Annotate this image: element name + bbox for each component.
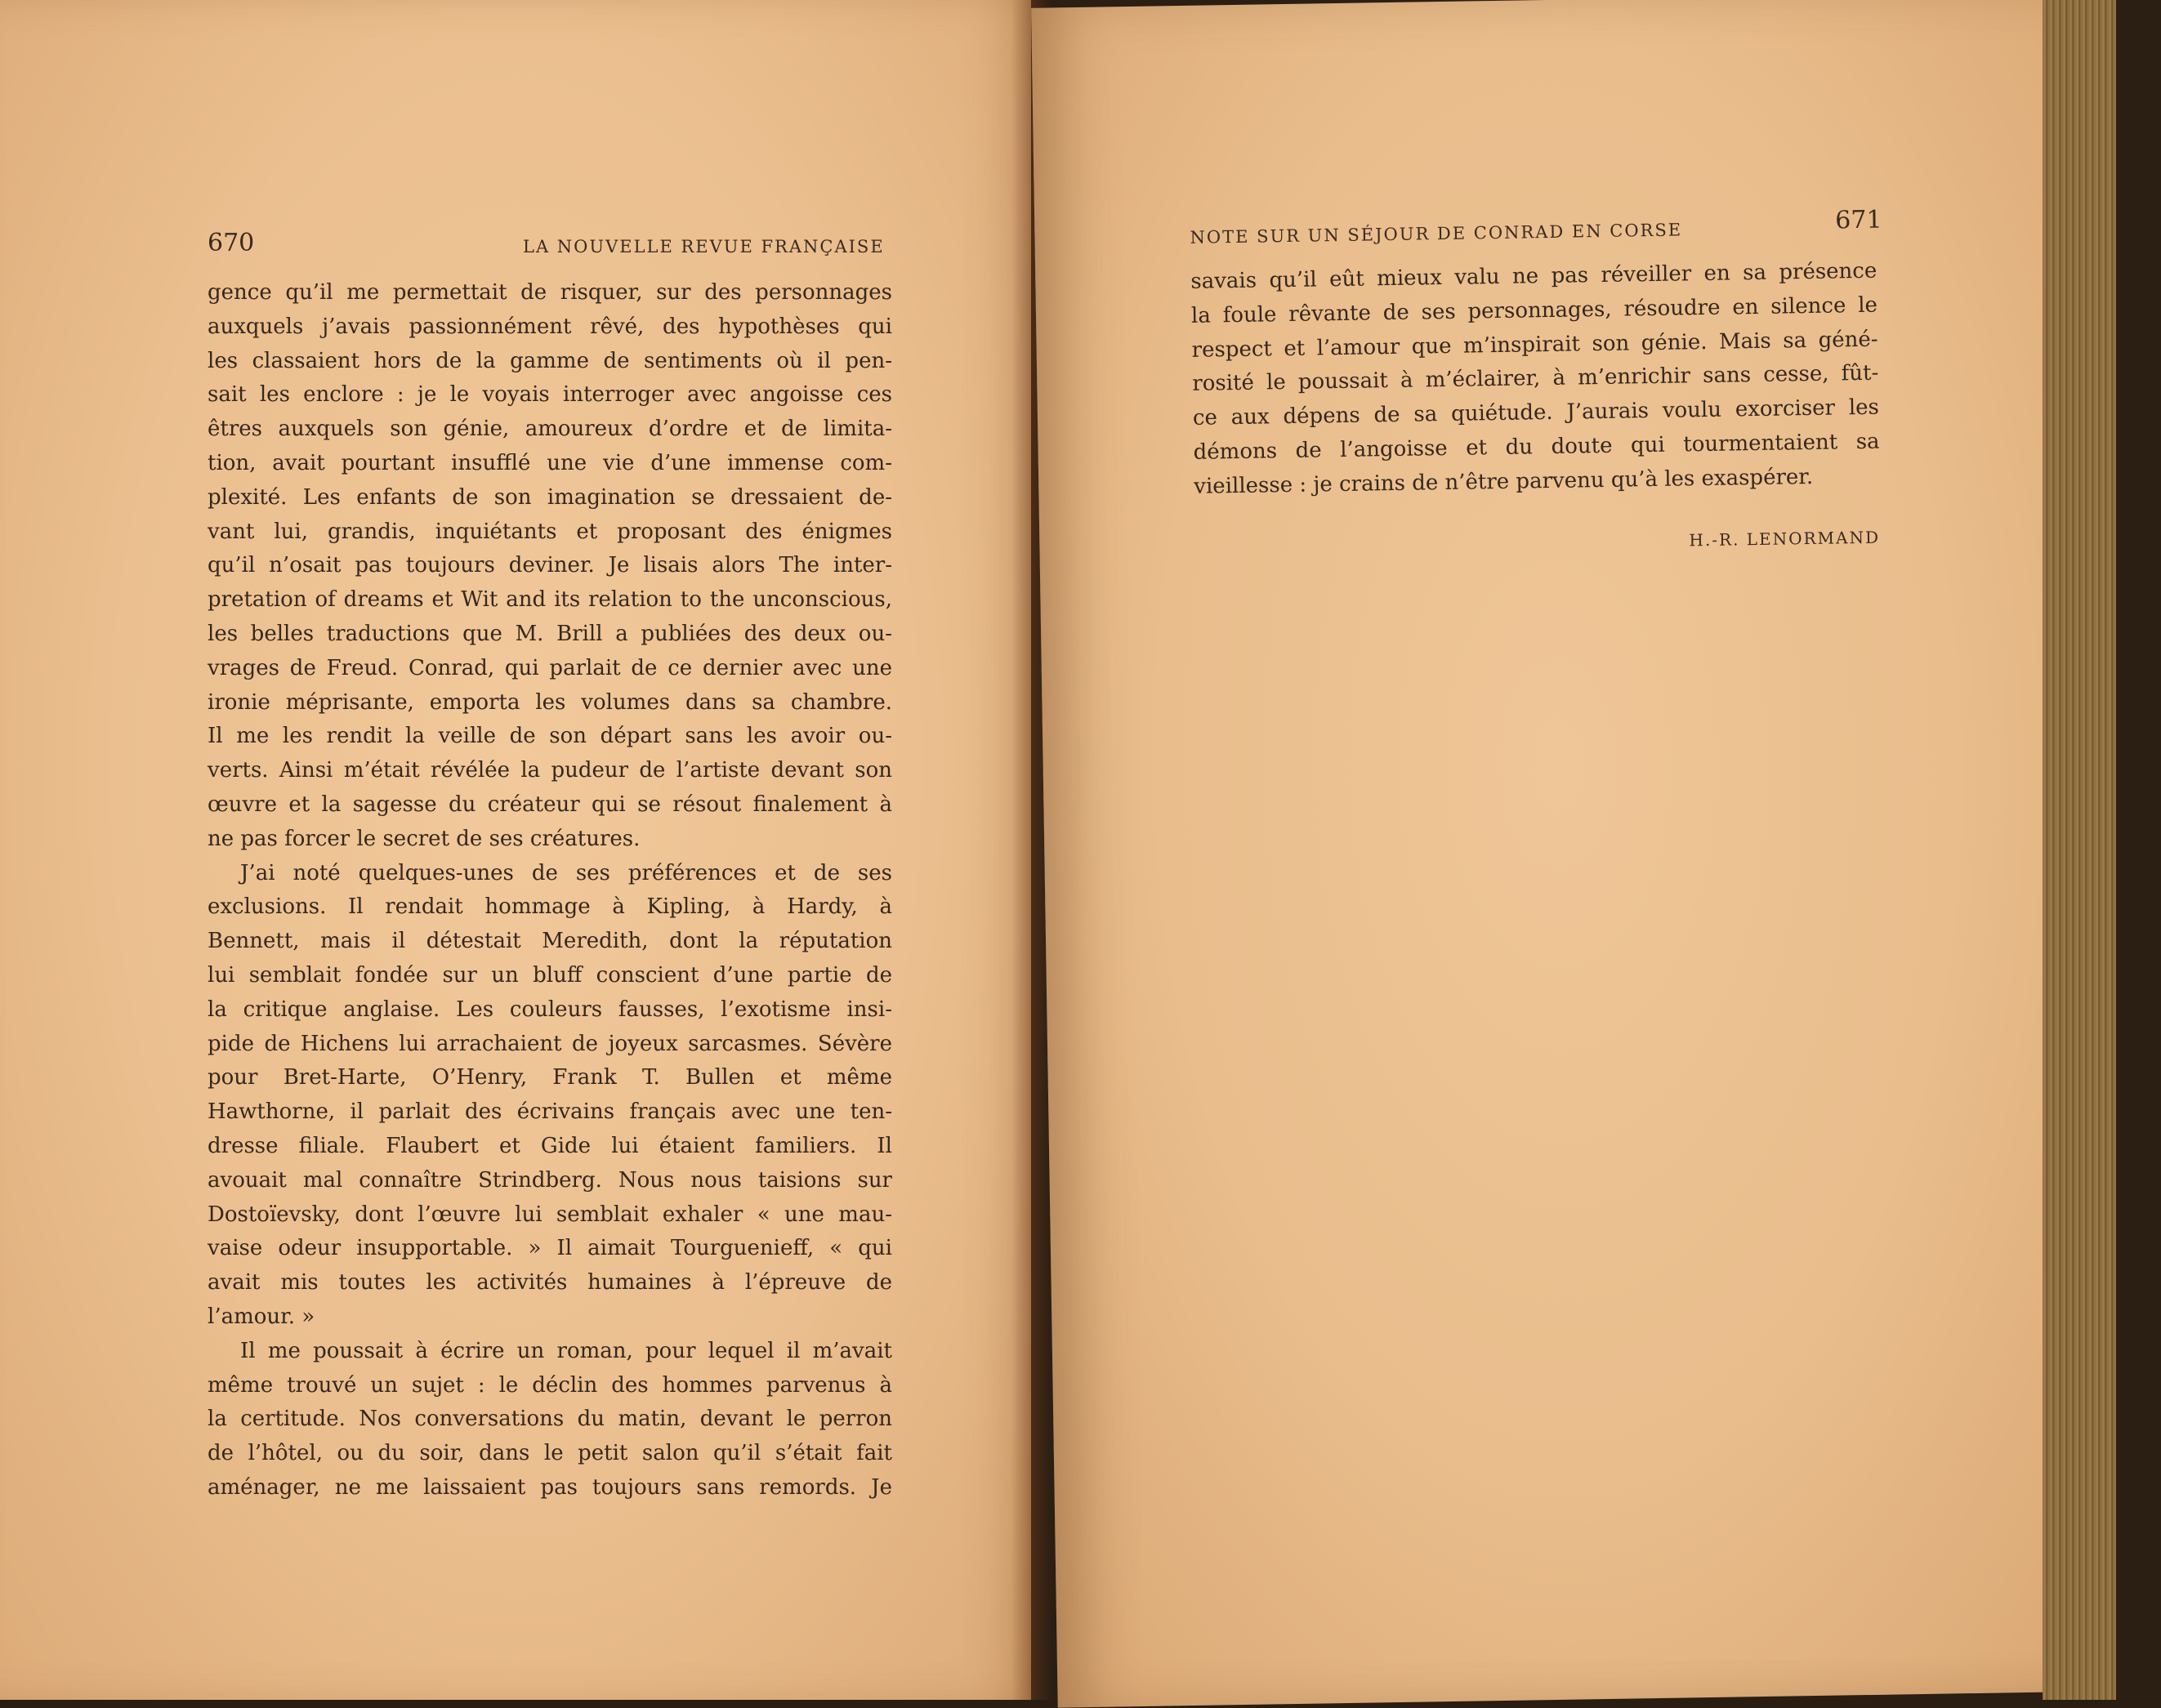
text-line: respect et l’amour que m’inspirait son génie. Mais sa géné- — [1191, 327, 1878, 363]
text-line: vant lui, grandis, inquiétants et proposant des énigmes — [208, 519, 892, 544]
text-line: pide de Hichens lui arrachaient de joyeux sarcasmes. Sévère — [208, 1031, 892, 1056]
text-line: J’ai noté quelques-unes de ses préférences et de ses — [240, 860, 892, 885]
text-line: ironie méprisante, emporta les volumes dans sa chambre. — [208, 689, 892, 715]
text-line: Hawthorne, il parlait des écrivains français avec une ten- — [208, 1099, 892, 1125]
text-line: ce aux dépens de sa quiétude. J’aurais voulu exorciser les — [1192, 395, 1880, 431]
text-line: la certitude. Nos conversations du matin, devant le perron — [208, 1407, 892, 1432]
author-signature: H.-R. LENORMAND — [1689, 527, 1881, 551]
text-line: de l’hôtel, ou du soir, dans le petit salon qu’il s’était fait — [208, 1441, 892, 1466]
text-line: avait mis toutes les activités humaines à l’épreuve de — [208, 1270, 892, 1295]
left-body-text — [208, 276, 892, 1505]
text-line: exclusions. Il rendait hommage à Kipling, à Hardy, à — [208, 894, 892, 920]
right-page — [1031, 0, 2087, 1708]
right-running-head: NOTE SUR UN SÉJOUR DE CONRAD EN CORSE — [1190, 220, 1683, 248]
text-line: œuvre et la sagesse du créateur qui se résout finalement à — [208, 792, 892, 817]
text-line: vrages de Freud. Conrad, qui parlait de ce dernier avec une — [208, 655, 892, 680]
text-line: démons de l’angoisse et du doute qui tourmentaient sa — [1193, 429, 1880, 465]
text-line: les classaient hors de la gamme de sentiments où il pen- — [208, 348, 892, 373]
text-line: pretation of dreams et Wit and its relation to the unconscious, — [208, 587, 892, 613]
text-line: sait les enclore : je le voyais interroger avec angoisse ces — [208, 382, 892, 408]
left-running-head: LA NOUVELLE REVUE FRANÇAISE — [523, 237, 885, 256]
text-line: aménager, ne me laissaient pas toujours sans remords. Je — [208, 1474, 892, 1500]
text-line: pour Bret-Harte, O’Henry, Frank T. Bullen et même — [208, 1065, 892, 1090]
text-line: la foule rêvante de ses personnages, résoudre en silence le — [1190, 292, 1878, 328]
text-line: Il me poussait à écrire un roman, pour lequel il m’avait — [240, 1338, 892, 1363]
text-line: la critique anglaise. Les couleurs fausses, l’exotisme insi- — [208, 997, 892, 1022]
text-line: tion, avait pourtant insufflé une vie d’une immense com- — [208, 450, 892, 475]
right-page-number: 671 — [1835, 205, 1882, 235]
text-line: auxquels j’avais passionnément rêvé, des hypothèses qui — [208, 314, 892, 339]
text-line: plexité. Les enfants de son imagination se dressaient de- — [208, 484, 892, 510]
text-line: savais qu’il eût mieux valu ne pas réveiller en sa présence — [1190, 258, 1877, 294]
text-line: Dostoïevsky, dont l’œuvre lui semblait exhaler « une mau- — [208, 1202, 892, 1227]
left-page — [0, 0, 1031, 1700]
text-line: vieillesse : je crains de n’être parvenu qu’à les exaspérer. — [1194, 464, 1814, 499]
text-line: qu’il n’osait pas toujours deviner. Je lisais alors The inter- — [208, 553, 892, 578]
text-line: rosité le poussait à m’éclairer, à m’enrichir sans cesse, fût- — [1192, 361, 1879, 397]
text-line: verts. Ainsi m’était révélée la pudeur de l’artiste devant son — [208, 758, 892, 783]
background-edge — [2116, 0, 2161, 1700]
text-line: êtres auxquels son génie, amoureux d’ordre et de limita- — [208, 417, 892, 442]
text-line: les belles traductions que M. Brill a publiées des deux ou- — [208, 621, 892, 646]
right-body-text — [1190, 255, 1880, 505]
text-line: Il me les rendit la veille de son départ sans les avoir ou- — [208, 724, 892, 749]
text-line: même trouvé un sujet : le déclin des hommes parvenus à — [208, 1372, 892, 1398]
left-page-number: 670 — [208, 229, 255, 257]
text-line: dresse filiale. Flaubert et Gide lui étaient familiers. Il — [208, 1133, 892, 1158]
text-line: vaise odeur insupportable. » Il aimait Tourguenieff, « qui — [208, 1236, 892, 1261]
text-line: Bennett, mais il détestait Meredith, dont la réputation — [208, 929, 892, 954]
text-line: l’amour. » — [208, 1304, 315, 1329]
text-line: gence qu’il me permettait de risquer, sur des personnages — [208, 280, 892, 305]
text-line: lui semblait fondée sur un bluff conscient d’une partie de — [208, 962, 892, 988]
text-line: ne pas forcer le secret de ses créatures. — [208, 826, 641, 851]
text-line: avouait mal connaître Strindberg. Nous nous taisions sur — [208, 1167, 892, 1193]
